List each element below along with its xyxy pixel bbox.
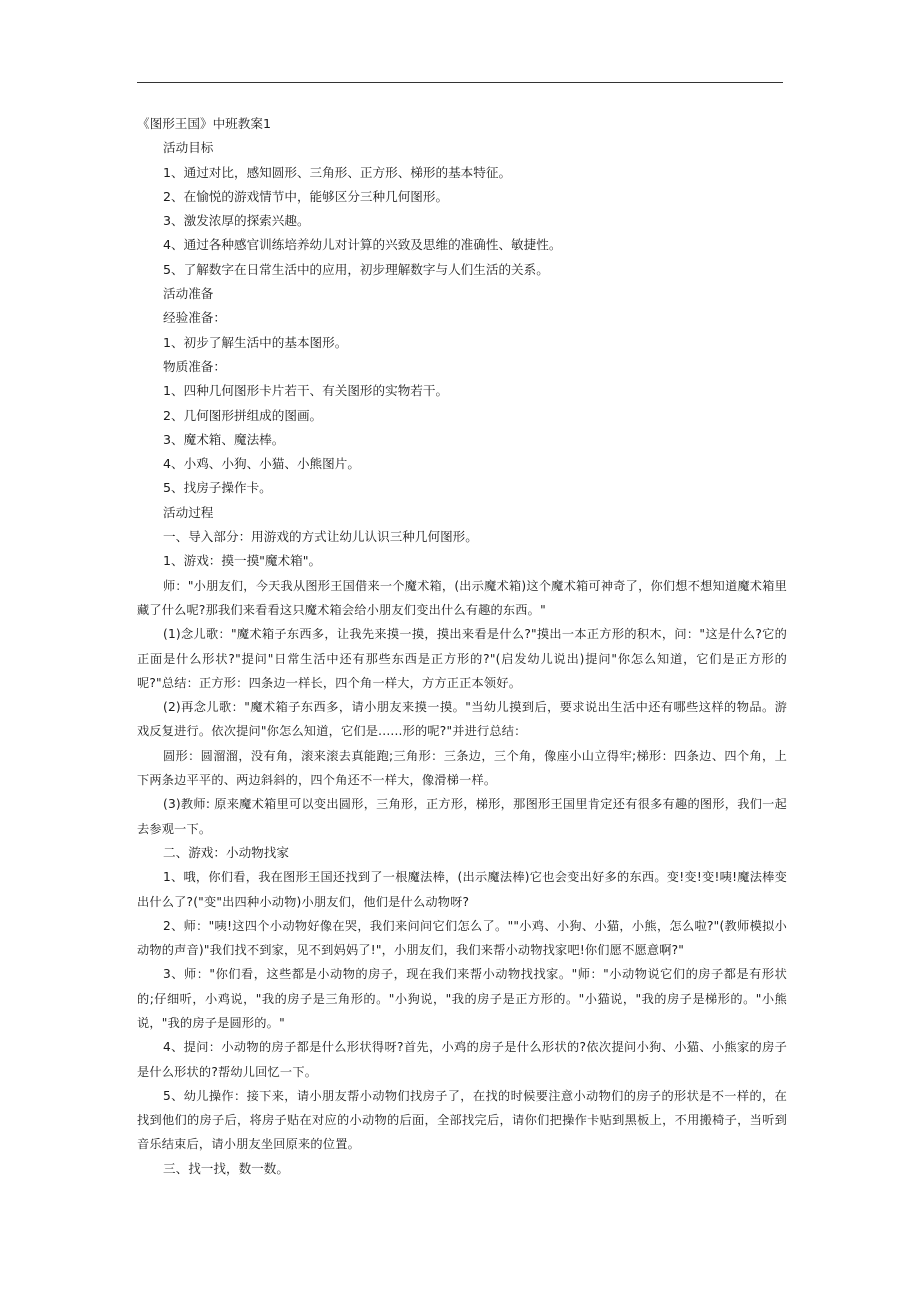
step-paragraph: (1)念儿歌："魔术箱子东西多，让我先来摸一摸，摸出来看是什么?"摸出一本正方形的积木，问："这是什么?它的正面是什么形状?"提问"日常生活中还有那些东西是正方形的?"(启发幼儿说出)提问"你怎么知道，它们是正方形的呢?"总结：正方形：四条边一样长，四个角一样大，方方正正本领好。 bbox=[137, 627, 787, 690]
section-heading-process: 活动过程 bbox=[163, 504, 214, 520]
step-paragraph: 1、哦，你们看，我在图形王国还找到了一根魔法棒，(出示魔法棒)它也会变出好多的东西。变!变!变!咦!魔法棒变出什么了?("变"出四种小动物)小朋友们，他们是什么动物呀? bbox=[137, 870, 787, 909]
material-item: 5、找房子操作卡。 bbox=[163, 480, 272, 496]
step-paragraph: (2)再念儿歌："魔术箱子东西多，请小朋友来摸一摸。"当幼儿摸到后，要求说出生活中还有哪些这样的物品。游戏反复进行。依次提问"你怎么知道，它们是......形的呢?"并进行总结： bbox=[137, 700, 787, 739]
game-title: 1、游戏：摸一摸"魔术箱"。 bbox=[163, 553, 322, 569]
step-paragraph: 4、提问：小动物的房子都是什么形状得呀?首先，小鸡的房子是什么形状的?依次提问小狗、小猫、小熊家的房子是什么形状的?帮幼儿回忆一下。 bbox=[137, 1040, 787, 1079]
document-title: 《图形王国》中班教案1 bbox=[137, 116, 271, 131]
material-item: 3、魔术箱、魔法棒。 bbox=[163, 431, 285, 447]
experience-item: 1、初步了解生活中的基本图形。 bbox=[163, 334, 348, 350]
process-part-title: 三、找一找，数一数。 bbox=[163, 1160, 289, 1176]
process-part-title: 二、游戏：小动物找家 bbox=[163, 844, 289, 860]
section-heading-goals: 活动目标 bbox=[163, 140, 214, 156]
goal-item: 4、通过各种感官训练培养幼儿对计算的兴致及思维的准确性、敏捷性。 bbox=[163, 237, 562, 253]
goal-item: 1、通过对比，感知圆形、三角形、正方形、梯形的基本特征。 bbox=[163, 164, 512, 180]
teacher-intro-paragraph: 师："小朋友们，今天我从图形王国借来一个魔术箱，(出示魔术箱)这个魔术箱可神奇了，你们想不想知道魔术箱里藏了什么呢?那我们来看看这只魔术箱会给小朋友们变出什么有趣的东西。" bbox=[137, 578, 787, 617]
goal-item: 3、激发浓厚的探索兴趣。 bbox=[163, 213, 310, 229]
step-paragraph: 2、师："咦!这四个小动物好像在哭，我们来问问它们怎么了。""小鸡、小狗、小猫，小熊，怎么啦?"(教师模拟小动物的声音)"我们找不到家，见不到妈妈了!"，小朋友们，我们来帮小动物找家吧!你们愿不愿意啊?" bbox=[137, 918, 787, 958]
section-heading-preparation: 活动准备 bbox=[163, 286, 214, 302]
subheading-experience: 经验准备： bbox=[163, 310, 226, 326]
goal-item: 5、了解数字在日常生活中的应用，初步理解数字与人们生活的关系。 bbox=[163, 261, 549, 277]
material-item: 4、小鸡、小狗、小猫、小熊图片。 bbox=[163, 456, 360, 472]
document-body bbox=[137, 112, 787, 1181]
process-part-title: 一、导入部分：用游戏的方式让幼儿认识三种几何图形。 bbox=[163, 529, 478, 545]
summary-paragraph: 圆形：圆溜溜，没有角，滚来滚去真能跑;三角形：三条边，三个角，像座小山立得牢;梯形：四条边、四个角，上下两条边平平的、两边斜斜的，四个角还不一样大，像滑梯一样。 bbox=[137, 748, 787, 788]
material-item: 1、四种几何图形卡片若干、有关图形的实物若干。 bbox=[163, 383, 449, 399]
step-paragraph: (3)教师: 原来魔术箱里可以变出圆形，三角形，正方形，梯形，那图形王国里肯定还有很多有趣的图形，我们一起去参观一下。 bbox=[137, 797, 787, 836]
goal-item: 2、在愉悦的游戏情节中，能够区分三种几何图形。 bbox=[163, 188, 449, 204]
header-rule bbox=[137, 82, 783, 83]
subheading-materials: 物质准备： bbox=[163, 358, 226, 374]
step-paragraph: 5、幼儿操作：接下来，请小朋友帮小动物们找房子了，在找的时候要注意小动物们的房子的形状是不一样的，在找到他们的房子后，将房子贴在对应的小动物的后面，全部找完后，请你们把操作卡贴到黑板上，不用搬椅子，当听到音乐结束后，请小朋友坐回原来的位置。 bbox=[137, 1088, 787, 1152]
material-item: 2、几何图形拼组成的图画。 bbox=[163, 407, 323, 423]
step-paragraph: 3、师："你们看，这些都是小动物的房子，现在我们来帮小动物找找家。"师："小动物说它们的房子都是有形状的;仔细听，小鸡说，"我的房子是三角形的。"小狗说，"我的房子是正方形的。"小猫说，"我的房子是梯形的。"小熊说，"我的房子是圆形的。" bbox=[137, 967, 787, 1030]
